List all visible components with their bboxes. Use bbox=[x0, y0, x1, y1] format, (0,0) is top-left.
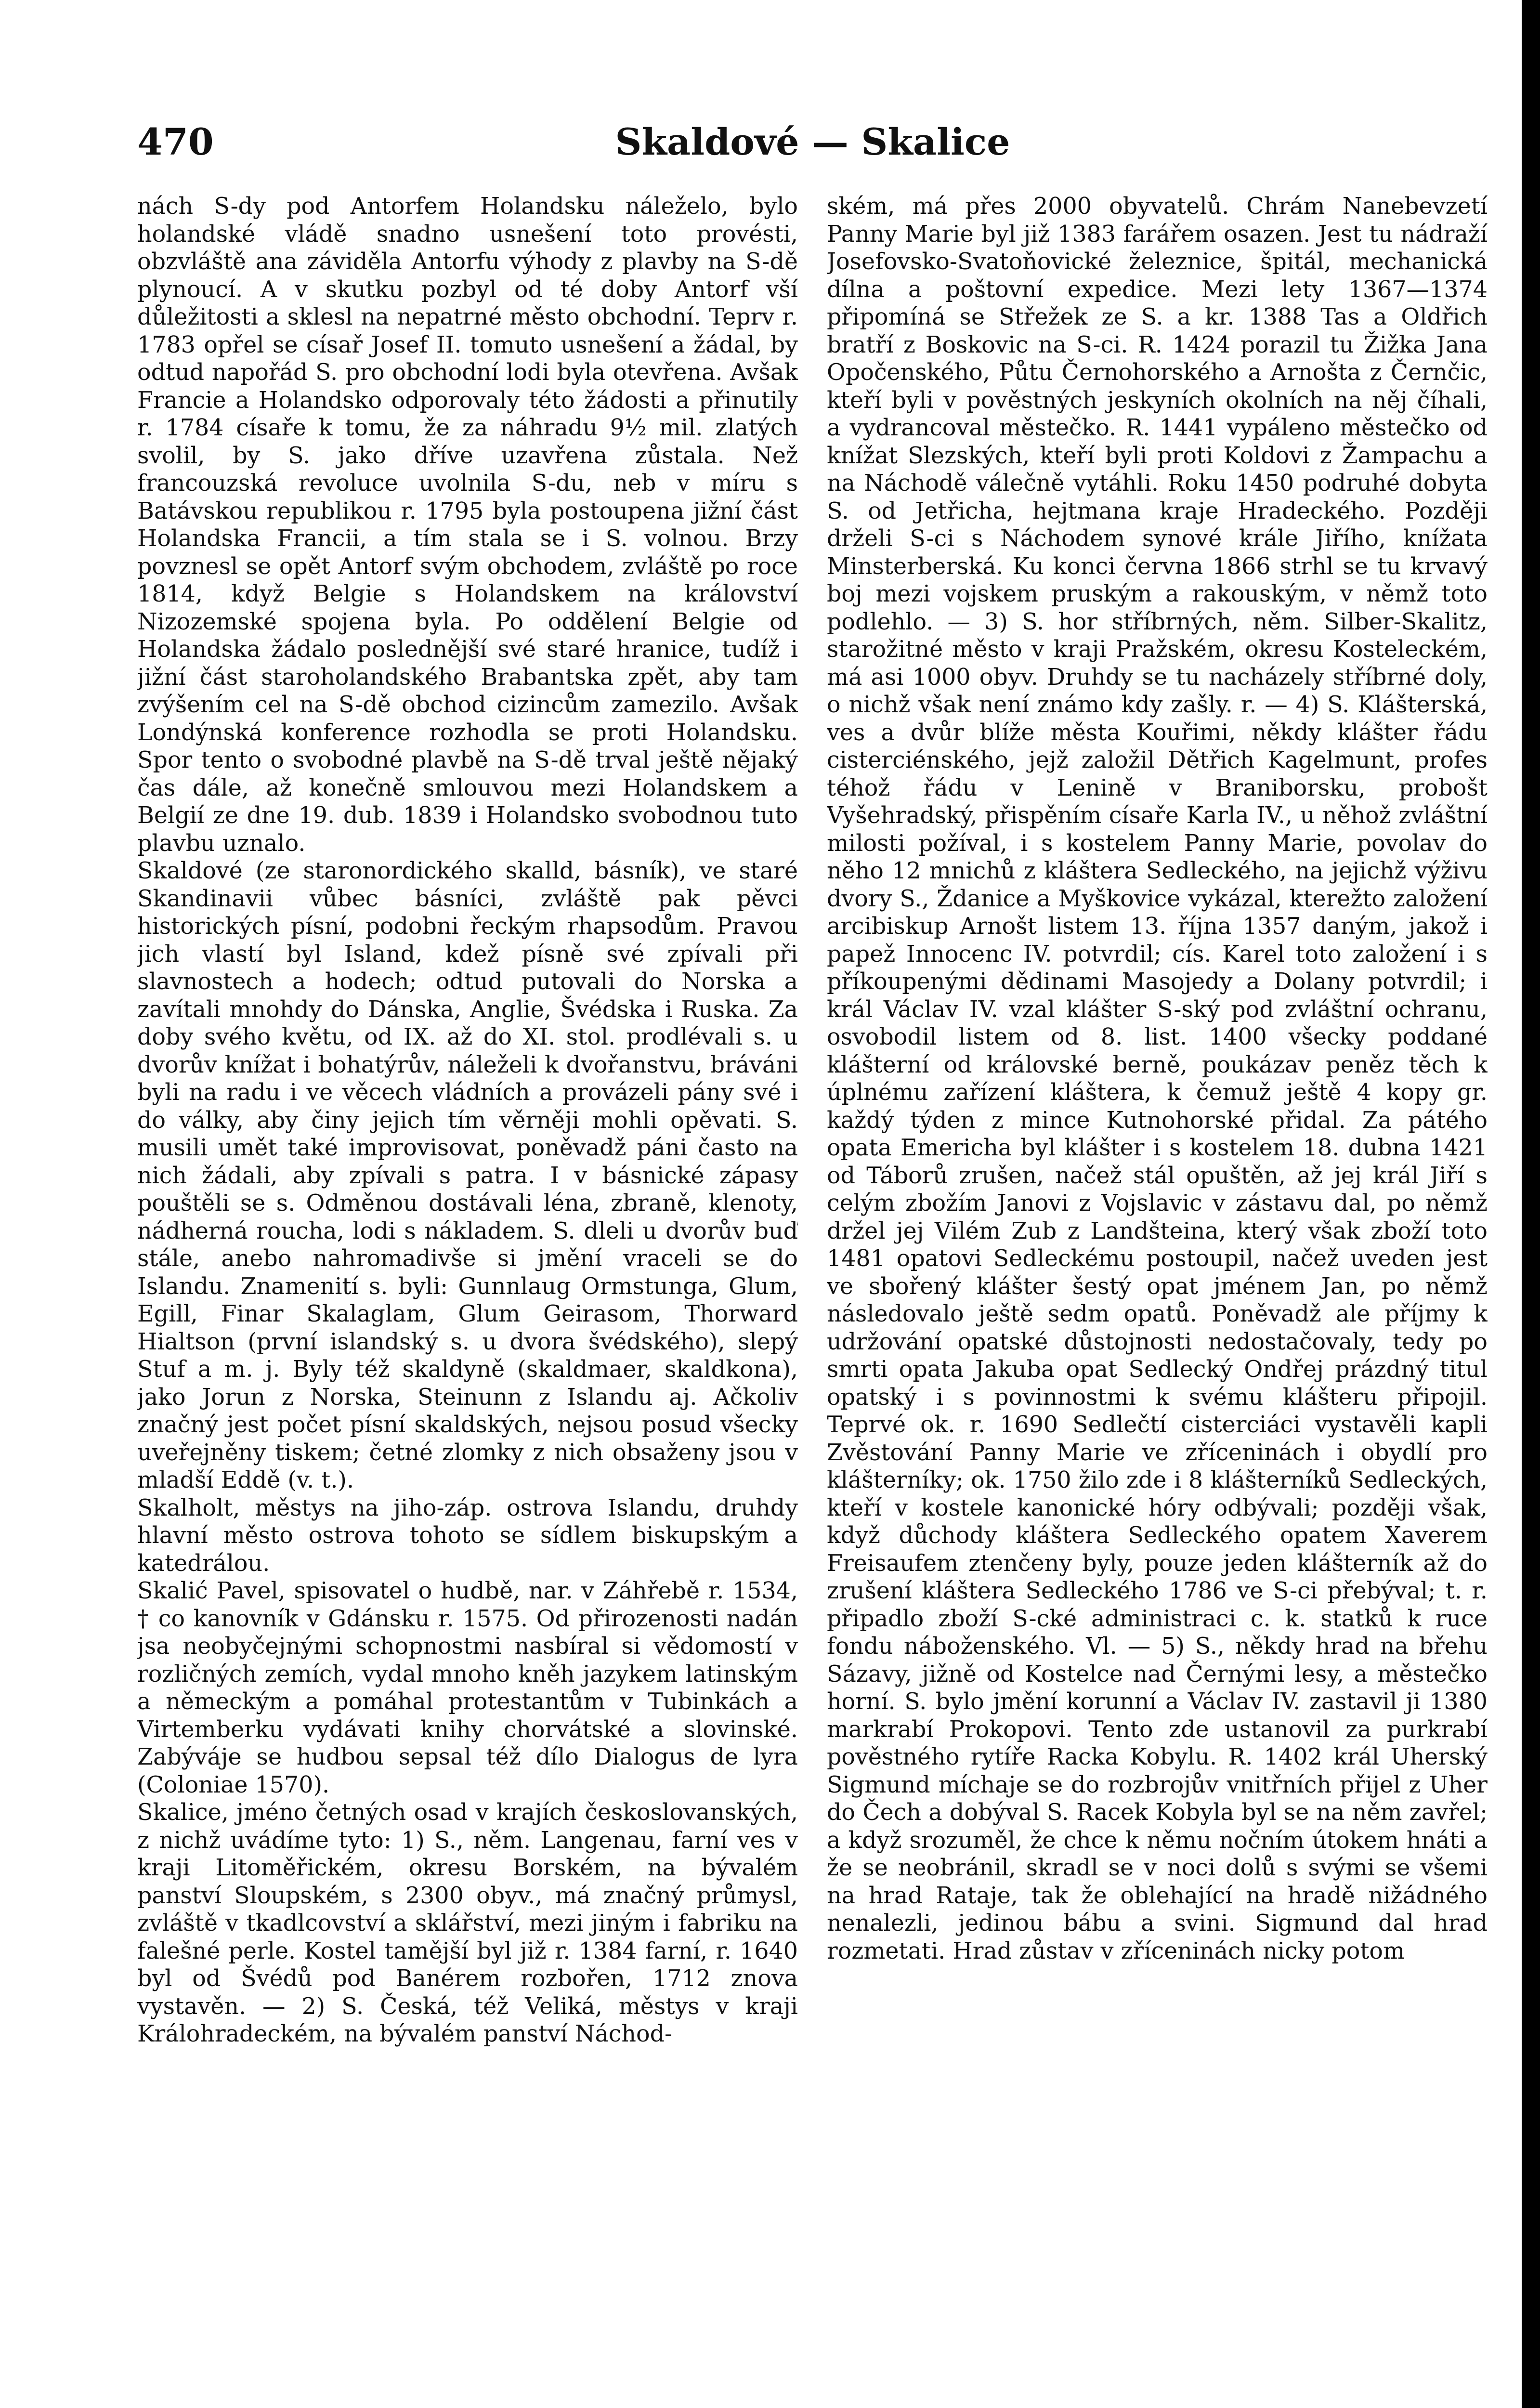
left-column bbox=[137, 193, 798, 2408]
paragraph: nách S-dy pod Antorfem Holandsku náleželo, bylo holandské vládě snadno usnešení toto provésti, obzvláště ana záviděla Antorfu výhody z plavby na S-dě plynoucí. A v skutku pozbyl od té doby Antorf vší důležitosti a sklesl na nepatrné město obchodní. Teprv r. 1783 opřel se císař Josef II. tomuto usnešení a žádal, by odtud napořád S. pro obchodní lodi byla otevřena. Avšak Francie a Holandsko odporovaly této žádosti a přinutily r. 1784 císaře k tomu, že za náhradu 9½ mil. zlatých svolil, by S. jako dříve uzavřena zůstala. Než francouzská revoluce uvolnila S-du, neb v míru s Batávskou republikou r. 1795 byla postoupena jižní část Holandska Francii, a tím stala se i S. volnou. Brzy povznesl se opět Antorf svým obchodem, zvláště po roce 1814, když Belgie s Holandskem na království Nizozemské spojena byla. Po oddělení Belgie od Holandska žádalo poslednější své staré hranice, tudíž i jižní část staroholandského Brabantska zpět, aby tam zvýšením cel na S-dě obchod cizincům zamezilo. Avšak Londýnská konference rozhodla se proti Holandsku. Spor tento o svobodné plavbě na S-dě trval ještě nějaký čas dále, až konečně smlouvou mezi Holandskem a Belgií ze dne 19. dub. 1839 i Holandsko svobodnou tuto plavbu uznalo. bbox=[137, 193, 798, 857]
scan-edge bbox=[1522, 0, 1540, 2408]
paragraph: ském, má přes 2000 obyvatelů. Chrám Nanebevzetí Panny Marie byl již 1383 farářem osazen. Jest tu nádraží Josefovsko-Svatoňovické železnice, špitál, mechanická dílna a poštovní expedice. Mezi lety 1367—1374 připomíná se Střežek ze S. a kr. 1388 Tas a Oldřich bratří z Boskovic na S-ci. R. 1424 porazil tu Žižka Jana Opočenského, Půtu Černohorského a Arnošta z Černčic, kteří byli v pověstných jeskyních okolních na něj číhali, a vydrancoval městečko. R. 1441 vypáleno městečko od knížat Slezských, kteří byli proti Koldovi z Žampachu a na Náchodě válečně vytáhli. Roku 1450 podruhé dobyta S. od Jetřicha, hejtmana kraje Hradeckého. Později drželi S-ci s Náchodem synové krále Jiřího, knížata Minsterberská. Ku konci června 1866 strhl se tu krvavý boj mezi vojskem pruským a rakouským, v němž toto podlehlo. — 3) S. hor stříbrných, něm. Silber-Skalitz, starožitné město v kraji Pražském, okresu Kosteleckém, má asi 1000 obyv. Druhdy se tu nacházely stříbrné doly, o nichž však není známo kdy zašly. r. — 4) S. Klášterská, ves a dvůr blíže města Kouřimi, někdy klášter řádu cisterciénského, jejž založil Dětřich Kagelmunt, profes téhož řádu v Lenině v Braniborsku, probošt Vyšehradský, přispěním císaře Karla IV., u něhož zvláštní milosti požíval, i s kostelem Panny Marie, povolav do něho 12 mnichů z kláštera Sedleckého, na jejichž výživu dvory S., Ždanice a Myškovice vykázal, kterežto založení arcibiskup Arnošt listem 13. října 1357 daným, jakož i papež Innocenc IV. potvrdil; cís. Karel toto založení i s příkoupenými dědinami Masojedy a Dolany potvrdil; i král Václav IV. vzal klášter S-ský pod zvláštní ochranu, osvobodil listem od 8. list. 1400 všecky poddané klášterní od královské berně, poukázav peněz těch k úplnému zařízení kláštera, k čemuž ještě 4 kopy gr. každý týden z mince Kutnohorské přidal. Za pátého opata Emericha byl klášter i s kostelem 18. dubna 1421 od Táborů zrušen, načež stál opuštěn, až jej král Jiří s celým zbožím Janovi z Vojslavic v zástavu dal, po němž držel jej Vilém Zub z Landšteina, který však zboží toto 1481 opatovi Sedleckému postoupil, načež uveden jest ve sbořený klášter šestý opat jménem Jan, po němž následovalo ještě sedm opatů. Poněvadž ale příjmy k udržování opatské důstojnosti nedostačovaly, tedy po smrti opata Jakuba opat Sedlecký Ondřej prázdný titul opatský i s povinnostmi k svému klášteru připojil. Teprvé ok. r. 1690 Sedlečtí cisterciáci vystavěli kapli Zvěstování Panny Marie ve zříceninách i obydlí pro klášterníky; ok. 1750 žilo zde i 8 klášterníků Sedleckých, kteří v kostele kanonické hóry odbývali; později však, když důchody kláštera Sedleckého opatem Xaverem Freisaufem ztenčeny byly, pouze jeden klášterník až do zrušení kláštera Sedleckého 1786 ve S-ci přebýval; t. r. připadlo zboží S-cké administraci c. k. statků k ruce fondu náboženského. Vl. — 5) S., někdy hrad na břehu Sázavy, jižně od Kostelce nad Černými lesy, a městečko horní. S. bylo jmění korunní a Václav IV. zastavil ji 1380 markrabí Prokopovi. Tento zde ustanovil za purkrabí pověstného rytíře Racka Kobylu. R. 1402 král Uherský Sigmund míchaje se do rozbrojův vnitřních přijel z Uher do Čech a dobýval S. Racek Kobyla byl se na něm zavřel; a když srozuměl, že chce k němu nočním útokem hnáti a že se neobránil, skradl se v noci dolů s svými se všemi na hrad Rataje, tak že oblehající na hradě nižádného nenalezli, jedinou bábu a svini. Sigmund dal hrad rozmetati. Hrad zůstav v zříceninách nicky potom bbox=[827, 193, 1488, 1964]
entry-skalholt: Skalholt, městys na jiho-záp. ostrova Islandu, druhdy hlavní město ostrova tohoto se sídlem biskupským a katedrálou. bbox=[137, 1494, 798, 1577]
entry-skalic: Skalić Pavel, spisovatel o hudbě, nar. v Záhřebě r. 1534, † co kanovník v Gdánsku r. 1575. Od přirozenosti nadán jsa neobyčejnými schopnostmi nasbíral si vědomostí v rozličných zemích, vydal mnoho kněh jazykem latinským a německým a pomáhal protestantům v Tubinkách a Virtemberku vydávati knihy chorvátské a slovinské. Zabýváje se hudbou sepsal též dílo Dialogus de lyra (Coloniae 1570). bbox=[137, 1578, 798, 1798]
right-column bbox=[827, 193, 1488, 2408]
entry-skalice: Skalice, jméno četných osad v krajích českoslovanských, z nichž uvádíme tyto: 1) S., něm. Langenau, farní ves v kraji Litoměřickém, okresu Borském, na bývalém panství Sloupském, s 2300 obyv., má značný průmysl, zvláště v tkadlcovství a sklářství, mezi jiným i fabriku na falešné perle. Kostel tamější byl již r. 1384 farní, r. 1640 byl od Švédů pod Banérem rozbořen, 1712 znova vystavěn. — 2) S. Česká, též Veliká, městys v kraji Králohradeckém, na bývalém panství Náchod- bbox=[137, 1799, 798, 2047]
page-header bbox=[137, 113, 1488, 171]
entry-skaldove: Skaldové (ze staronordického skalld, básník), ve staré Skandinavii vůbec básníci, zvláště pak pěvci historických písní, podobni řeckým rhapsodům. Pravou jich vlastí byl Island, kdež písně své zpívali při slavnostech a hodech; odtud putovali do Norska a zavítali mnohdy do Dánska, Anglie, Švédska i Ruska. Za doby svého květu, od IX. až do XI. stol. prodlévali s. u dvorův knížat i bohatýrův, náleželi k dvořanstvu, bráváni byli na radu i ve věcech vládních a provázeli pány své i do války, aby činy jejich tím věrněji mohli opěvati. S. musili umět také improvisovat, poněvadž páni často na nich žádali, aby zpívali s patra. I v básnické zápasy pouštěli se s. Odměnou dostávali léna, zbraně, klenoty, nádherná roucha, lodi s nákladem. S. dleli u dvorův buď stále, anebo nahromadivše si jmění vraceli se do Islandu. Znamenití s. byli: Gunnlaug Ormstunga, Glum, Egill, Finar Skalaglam, Glum Geirasom, Thorward Hialtson (první islandský s. u dvora švédského), slepý Stuf a m. j. Byly též skaldyně (skaldmaer, skaldkona), jako Jorun z Norska, Steinunn z Islandu aj. Ačkoliv značný jest počet písní skaldských, nejsou posud všecky uveřejněny tiskem; četné zlomky z nich obsaženy jsou v mladší Eddě (v. t.). bbox=[137, 858, 798, 1493]
running-head: Skaldové — Skalice bbox=[615, 120, 1010, 163]
page-number: 470 bbox=[137, 120, 214, 163]
text-columns bbox=[137, 193, 1488, 2408]
